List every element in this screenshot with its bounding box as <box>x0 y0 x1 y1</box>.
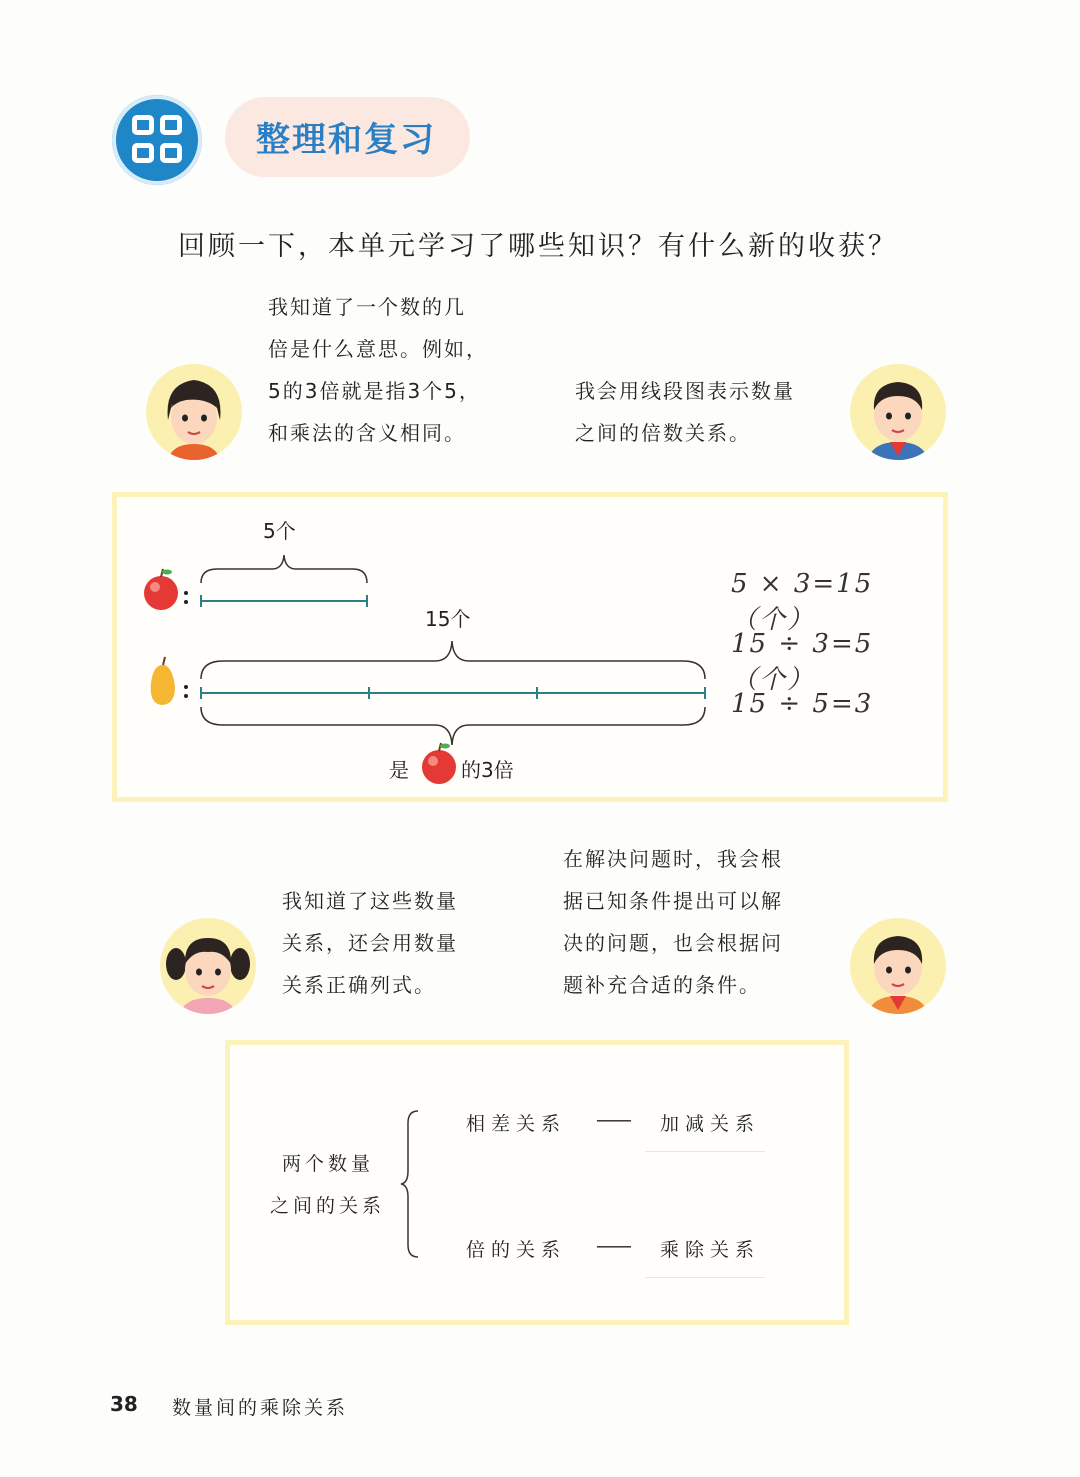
apple-count-label: 5个 <box>263 519 296 543</box>
colon-dot <box>184 685 188 689</box>
relation-add-subtract: 加减关系 <box>660 1113 761 1135</box>
boy-avatar-1 <box>850 364 946 460</box>
pear-icon <box>151 657 175 705</box>
chapter-title: 数量间的乘除关系 <box>172 1397 349 1419</box>
boy-avatar-2 <box>850 918 946 1014</box>
speech-line: 关系，还会用数量 <box>282 931 458 955</box>
speech-line: 之间的倍数关系。 <box>575 421 751 445</box>
underline <box>645 1277 765 1278</box>
apple-icon <box>144 569 178 610</box>
relation-multiple: 倍的关系 <box>466 1239 567 1261</box>
section-icon <box>112 95 202 185</box>
girl-avatar-1 <box>146 364 242 460</box>
speech-bubble-2 <box>575 370 795 454</box>
speech-line: 题补充合适的条件。 <box>563 973 761 997</box>
speech-line: 我知道了一个数的几 <box>268 295 466 319</box>
bottom-label-pre: 是 <box>389 758 409 782</box>
page-number: 38 <box>110 1392 138 1416</box>
speech-line: 5的3倍就是指3个5， <box>268 379 481 403</box>
relation-multiply-divide: 乘除关系 <box>660 1239 761 1261</box>
relations-panel <box>225 1040 849 1325</box>
relations-left-line1: 两个数量 <box>282 1153 375 1175</box>
pear-bottom-brace <box>201 707 705 745</box>
colon-dot <box>184 694 188 698</box>
girl-avatar-2 <box>160 918 256 1014</box>
equation-2: 15 ÷ 3=5（个） <box>731 629 874 695</box>
relations-left-line2: 之间的关系 <box>270 1195 386 1217</box>
speech-line: 倍是什么意思。例如， <box>268 337 488 361</box>
review-question: 回顾一下，本单元学习了哪些知识？有什么新的收获？ <box>178 231 898 262</box>
speech-line: 和乘法的含义相同。 <box>268 421 466 445</box>
apple-brace <box>201 555 367 583</box>
speech-bubble-3 <box>282 880 458 1006</box>
relations-brace <box>400 1109 420 1259</box>
colon-dot <box>184 600 188 604</box>
speech-line: 在解决问题时，我会根 <box>563 847 783 871</box>
relation-dash-2: —— <box>596 1235 630 1257</box>
line-segment-diagram <box>112 492 948 802</box>
underline <box>645 1151 765 1152</box>
speech-line: 我会用线段图表示数量 <box>575 379 795 403</box>
relation-dash-1: —— <box>596 1109 630 1131</box>
equation-1: 5 × 3=15（个） <box>731 569 874 635</box>
speech-line: 据已知条件提出可以解 <box>563 889 783 913</box>
speech-line: 我知道了这些数量 <box>282 889 458 913</box>
colon-dot <box>184 591 188 595</box>
speech-bubble-4 <box>563 838 783 1006</box>
speech-bubble-1 <box>268 286 488 454</box>
speech-line: 关系正确列式。 <box>282 973 436 997</box>
equation-3: 15 ÷ 5=3 <box>731 689 874 719</box>
pear-count-label: 15个 <box>425 607 471 631</box>
relation-difference: 相差关系 <box>466 1113 567 1135</box>
section-title: 整理和复习 <box>256 120 436 160</box>
apple-icon <box>422 743 456 784</box>
speech-line: 决的问题，也会根据问 <box>563 931 783 955</box>
pear-top-brace <box>201 641 705 679</box>
bottom-label-post: 的3倍 <box>461 758 514 782</box>
